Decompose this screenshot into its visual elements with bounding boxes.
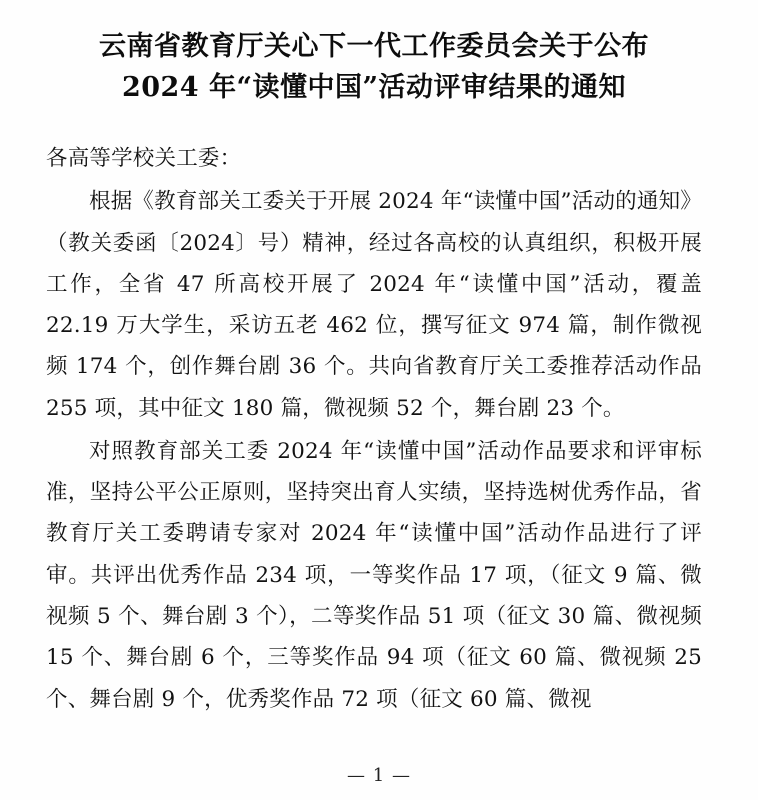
title-line-2: 2024 年“读懂中国”活动评审结果的通知 xyxy=(121,72,627,104)
paragraph-1: 根据《教育部关工委关于开展 2024 年“读懂中国”活动的通知》（教关委函〔2024〕号）精神，经过各高校的认真组织，积极开展工作，全省 47 所高校开展了 2024 年“读懂中国”活动，覆盖 22.19 万大学生，采访五老 462 位，撰写征文 974 篇，制作微视频 174 个，创作舞台剧 36 个。共向省教育厅关工委推荐活动作品 255 项，其中征文 180 篇，微视频 52 个，舞台剧 23 个。 xyxy=(46,189,702,421)
title-line-1: 云南省教育厅关心下一代工作委员会关于公布 xyxy=(99,31,649,62)
page-number: — 1 — xyxy=(347,765,411,786)
paragraph-2: 对照教育部关工委 2024 年“读懂中国”活动作品要求和评审标准，坚持公平公正原则，坚持突出育人实绩，坚持选树优秀作品，省教育厅关工委聘请专家对 2024 年“读懂中国”活动作品进行了评审。共评出优秀作品 234 项，一等奖作品 17 项，（征文 9 篇、微视频 5 个、舞台剧 3 个），二等奖作品 51 项（征文 30 篇、微视频 15 个、舞台剧 6 个，三等奖作品 94 项（征文 60 篇、微视频 25 个、舞台剧 9 个，优秀奖作品 72 项（征文 60 篇、微视 xyxy=(46,438,702,712)
salutation: 各高等学校关工委： xyxy=(46,146,242,172)
document-body xyxy=(46,138,702,720)
page-title xyxy=(46,26,702,108)
